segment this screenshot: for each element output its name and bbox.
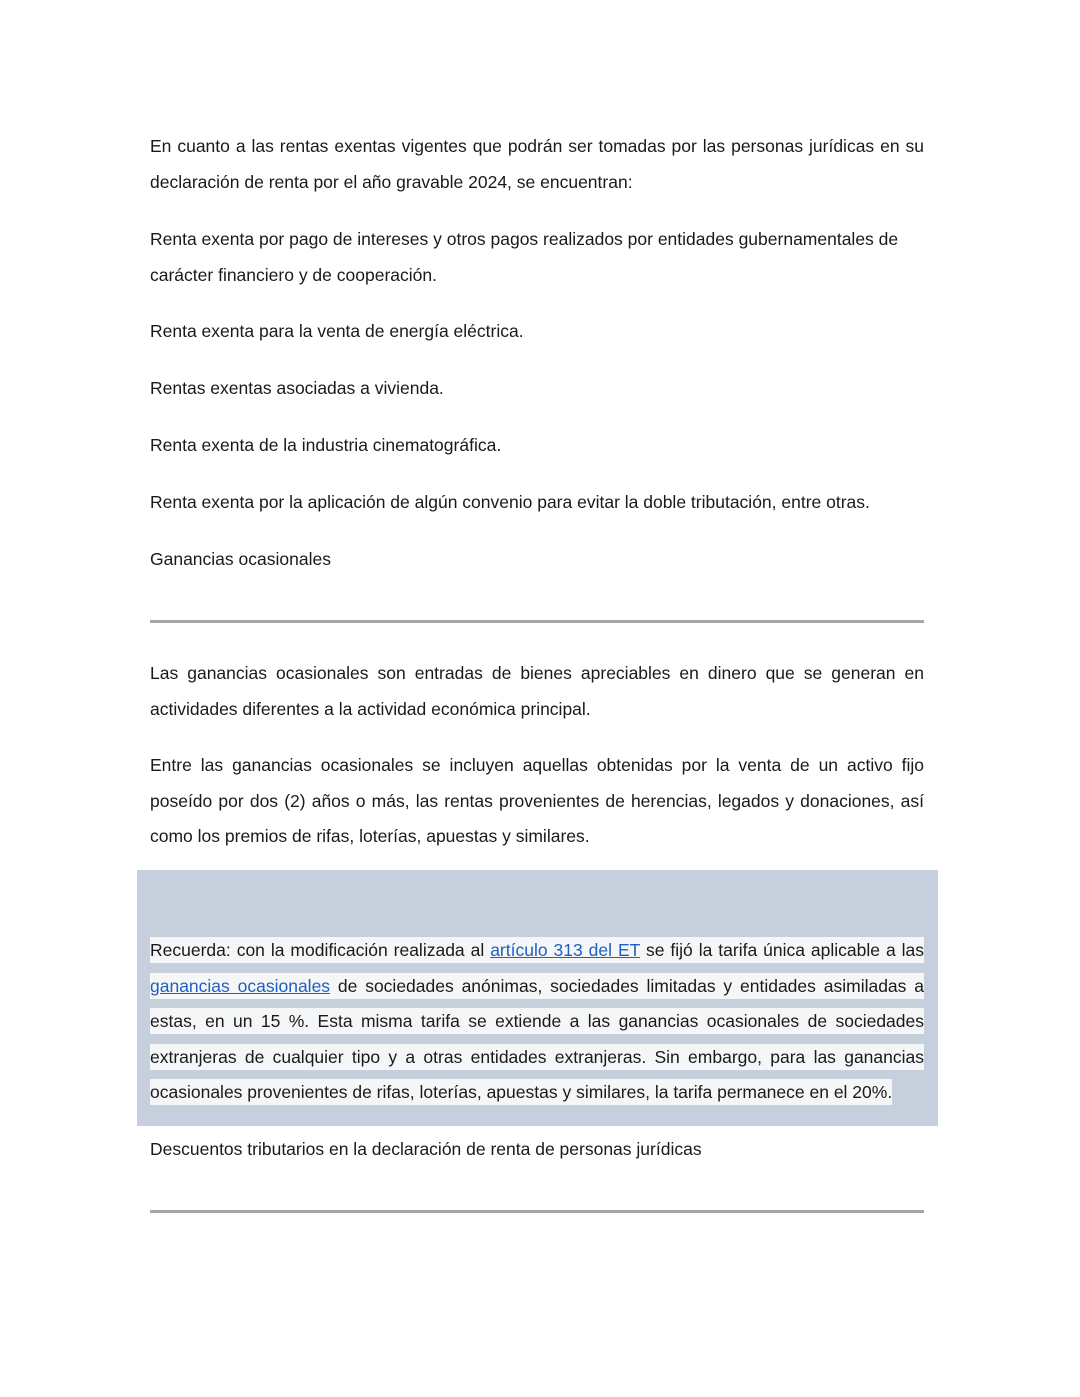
- paragraph-rentas-exentas-intro: En cuanto a las rentas exentas vigentes que podrán ser tomadas por las personas jurídicas en su declaración de renta por el año gravable 2024, se encuentran:: [150, 136, 924, 192]
- articulo-313-link[interactable]: artículo 313 del ET: [490, 940, 641, 960]
- paragraph-renta-energia: Renta exenta para la venta de energía eléctrica.: [150, 321, 524, 341]
- section-divider: [150, 1210, 924, 1213]
- callout-middle-text: se fijó la tarifa única aplicable a las: [640, 940, 925, 960]
- paragraph-renta-intereses: Renta exenta por pago de intereses y otros pagos realizados por entidades gubernamentales de carácter financiero y de cooperación.: [150, 229, 899, 285]
- section-heading-descuentos-tributarios: Descuentos tributarios en la declaración de renta de personas jurídicas: [150, 1139, 702, 1159]
- callout-prefix-text: Recuerda: con la modificación realizada al: [150, 940, 491, 960]
- callout-suffix-text: de sociedades anónimas, sociedades limitadas y entidades asimiladas a estas, en un 15 %. Esta misma tarifa se extiende a las ganancias ocasionales de sociedades extranjeras de cualquier tipo y a otras entidades extranjeras. Sin embargo, para las ganancias ocasionales provenientes de rifas, loterías, apuestas y similares, la tarifa permanece en el 20%.: [150, 975, 924, 1102]
- paragraph-ganancias-ejemplos: Entre las ganancias ocasionales se incluyen aquellas obtenidas por la venta de un activo fijo poseído por dos (2) años o más, las rentas provenientes de herencias, legados y donaciones, así como los premios de rifas, loterías, apuestas y similares.: [150, 755, 924, 846]
- paragraph-renta-convenio: Renta exenta por la aplicación de algún convenio para evitar la doble tributación, entre otras.: [150, 492, 870, 512]
- section-divider: [150, 620, 924, 623]
- ganancias-ocasionales-link[interactable]: ganancias ocasionales: [150, 975, 331, 996]
- paragraph-renta-cinematografica: Renta exenta de la industria cinematográfica.: [150, 435, 502, 455]
- section-heading-ganancias-ocasionales: Ganancias ocasionales: [150, 549, 331, 569]
- paragraph-renta-vivienda: Rentas exentas asociadas a vivienda.: [150, 378, 444, 398]
- paragraph-ganancias-definicion: Las ganancias ocasionales son entradas de bienes apreciables en dinero que se generan en actividades diferentes a la actividad económica principal.: [150, 663, 924, 719]
- reminder-callout-text: [150, 933, 924, 1111]
